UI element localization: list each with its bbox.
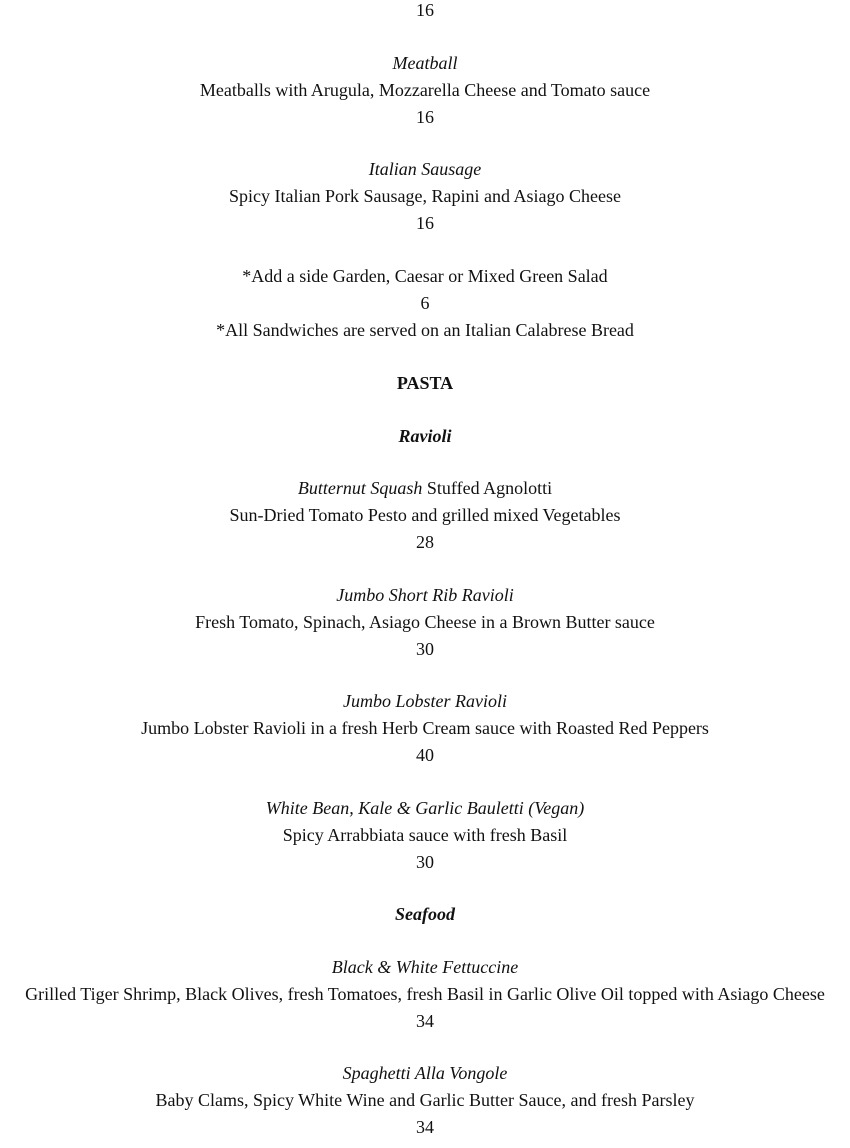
menu-item-description: Grilled Tiger Shrimp, Black Olives, fresh Tomatoes, fresh Basil in Garlic Olive Oil topped with Asiago Cheese	[25, 984, 825, 1004]
subsection-heading-seafood: Seafood	[395, 904, 455, 924]
menu-item-price: 40	[416, 745, 434, 765]
menu-item-name: White Bean, Kale & Garlic Bauletti (Vegan)	[265, 798, 585, 818]
menu-item-name: Jumbo Short Rib Ravioli	[336, 585, 514, 605]
menu-item-description: Meatballs with Arugula, Mozzarella Cheese and Tomato sauce	[199, 80, 651, 100]
menu-item-description: Baby Clams, Spicy White Wine and Garlic Butter Sauce, and fresh Parsley	[155, 1090, 695, 1110]
menu-item-name: Black & White Fettuccine	[331, 957, 519, 977]
menu-item-description: Fresh Tomato, Spinach, Asiago Cheese in a Brown Butter sauce	[195, 612, 655, 632]
bread-note: *All Sandwiches are served on an Italian Calabrese Bread	[216, 320, 634, 340]
menu-item-price: 16	[416, 0, 434, 20]
menu-item-price: 30	[416, 639, 434, 659]
menu-item-price: 34	[416, 1117, 434, 1137]
menu-item-price: 16	[416, 213, 434, 233]
menu-item-price: 28	[416, 532, 434, 552]
menu-item-description: Jumbo Lobster Ravioli in a fresh Herb Cream sauce with Roasted Red Peppers	[141, 718, 709, 738]
menu-item-price: 16	[416, 107, 434, 127]
menu-item-price: 34	[416, 1011, 434, 1031]
menu-item-name: Meatball	[392, 53, 458, 73]
menu-item-price: 30	[416, 852, 434, 872]
menu-item-description: Spicy Arrabbiata sauce with fresh Basil	[282, 825, 568, 845]
side-salad-note: *Add a side Garden, Caesar or Mixed Green Salad	[242, 266, 608, 286]
subsection-heading-ravioli: Ravioli	[398, 426, 452, 446]
menu-item-name	[0, 477, 850, 499]
section-heading-pasta: PASTA	[396, 373, 454, 393]
menu-item-name: Italian Sausage	[368, 159, 482, 179]
menu-item-name-italic: Butternut Squash	[297, 478, 423, 498]
menu-item-description: Sun-Dried Tomato Pesto and grilled mixed Vegetables	[229, 505, 621, 525]
menu-item-description: Spicy Italian Pork Sausage, Rapini and Asiago Cheese	[229, 186, 621, 206]
side-salad-price: 6	[420, 293, 430, 313]
menu-item-name: Jumbo Lobster Ravioli	[343, 691, 507, 711]
menu-item-name-rest: Stuffed Agnolotti	[422, 478, 553, 498]
menu-item-name: Spaghetti Alla Vongole	[342, 1063, 508, 1083]
